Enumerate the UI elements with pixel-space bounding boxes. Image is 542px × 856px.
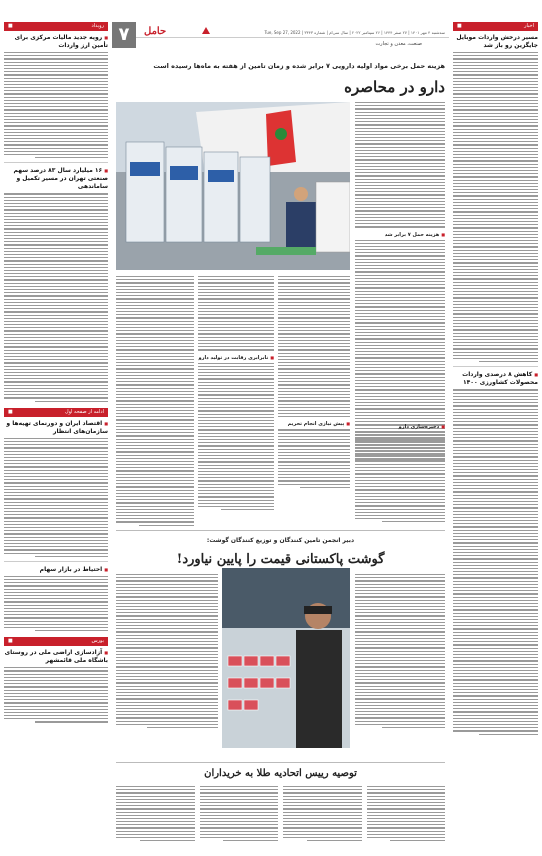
left-bottom-bar bbox=[4, 637, 108, 646]
main-subhead-2: ■ نابرابری رقابت در تولید دارو bbox=[198, 355, 274, 361]
left-news-body-1 bbox=[4, 52, 108, 158]
right-news-body-2 bbox=[453, 389, 538, 734]
marker-icon: ■ bbox=[8, 408, 13, 415]
left-news-title-5: ■ آزادسازی اراضی ملی در روستای باشگاه ملی قائمشهر bbox=[4, 649, 108, 665]
marker-icon: ■ bbox=[457, 23, 462, 29]
meat-body-col-2 bbox=[116, 574, 218, 728]
right-section-bar bbox=[453, 22, 538, 31]
divider bbox=[116, 762, 445, 763]
main-body-col-4 bbox=[116, 276, 194, 526]
meat-shopper-photo bbox=[222, 568, 350, 748]
left-news-body-5 bbox=[4, 667, 108, 722]
gold-body bbox=[116, 786, 445, 841]
left-news-body-3 bbox=[4, 438, 108, 557]
left-news-title-4: ■ احتیاط در بازار سهام bbox=[4, 566, 108, 574]
right-news-title-2: ■ کاهش ۸ درصدی واردات محصولات کشاورزی ۱۴۰۰ bbox=[453, 371, 538, 387]
dateline: سه‌شنبه ۴ مهر ۱۴۰۱ | ۲۷ صفر ۱۴۴۴ | ۲۶ سپتامبر ۲۰۲۲ | سال سی‌ام | شماره ۳۳۴۳ | Tue, Sep 27, 2022 bbox=[264, 30, 445, 35]
left-bottom-label: بورس bbox=[91, 638, 104, 645]
meat-body-col-1 bbox=[355, 574, 445, 728]
left-news-title-2: ■ ۱۶ میلیارد سال ۸۳ درصد سهم صنعتی تهران در مسیر تکمیل و ساماندهی bbox=[4, 167, 108, 191]
main-body-col-2 bbox=[278, 276, 350, 488]
triangle-icon bbox=[202, 27, 210, 34]
main-body-col-1b bbox=[355, 420, 445, 522]
main-headline: دارو در محاصره bbox=[344, 78, 445, 96]
main-kicker: هزینه حمل برخی مواد اولیه دارویی ۷ برابر شده و زمان تامین از هفته به ماه‌ها رسیده است bbox=[153, 62, 445, 70]
section-title: صنعت، معدن و تجارت bbox=[375, 41, 422, 47]
main-subhead-1: ■ هزینه حمل ۷ برابر شد bbox=[355, 232, 445, 238]
vaccine-cargo-illustration bbox=[116, 102, 350, 270]
vaccine-cargo-photo bbox=[116, 102, 350, 270]
left-news-body-2 bbox=[4, 193, 108, 401]
marker-icon: ■ bbox=[8, 23, 13, 29]
meat-shopper-illustration bbox=[222, 568, 350, 748]
right-section-label: اخبار bbox=[524, 23, 534, 29]
marker-icon: ■ bbox=[8, 638, 13, 645]
divider bbox=[116, 530, 445, 531]
left-mid-bar bbox=[4, 408, 108, 417]
left-section-label: رویداد bbox=[91, 23, 104, 29]
page-number: ۷ bbox=[112, 22, 136, 48]
main-subhead-4: ■ ذخیره‌سازی دارو bbox=[355, 424, 445, 430]
left-news-title-3: ■ اقتصاد ایران و دورنمای تهیه‌ها و سازمان‌های انتظار bbox=[4, 420, 108, 436]
gold-headline: توصیه رییس اتحادیه طلا به خریداران bbox=[204, 768, 357, 779]
meat-kicker: دبیر انجمن تامین کنندگان و توزیع کنندگان گوشت: bbox=[206, 537, 355, 544]
main-subhead-3: ■ پیش نیازی انجام تحریم bbox=[278, 421, 350, 427]
right-news-title-1: مسیر درخش واردات موبایل جایگزین رو باز شد bbox=[456, 34, 538, 49]
right-column bbox=[453, 22, 538, 850]
left-section-bar bbox=[4, 22, 108, 31]
left-column bbox=[4, 22, 108, 850]
main-body-col-3 bbox=[198, 276, 274, 510]
newspaper-logo: حامل bbox=[144, 26, 167, 37]
left-news-title-1: ■ رویه جدید مالیات مرکزی برای تأمین ارز واردات bbox=[4, 34, 108, 50]
left-mid-label: ادامه از صفحه اول bbox=[64, 408, 104, 415]
meat-headline: گوشت پاکستانی قیمت را پایین نیاورد! bbox=[176, 552, 385, 567]
right-news-body-1 bbox=[453, 52, 538, 362]
left-news-body-4 bbox=[4, 576, 108, 631]
main-body-col-1 bbox=[355, 102, 445, 461]
